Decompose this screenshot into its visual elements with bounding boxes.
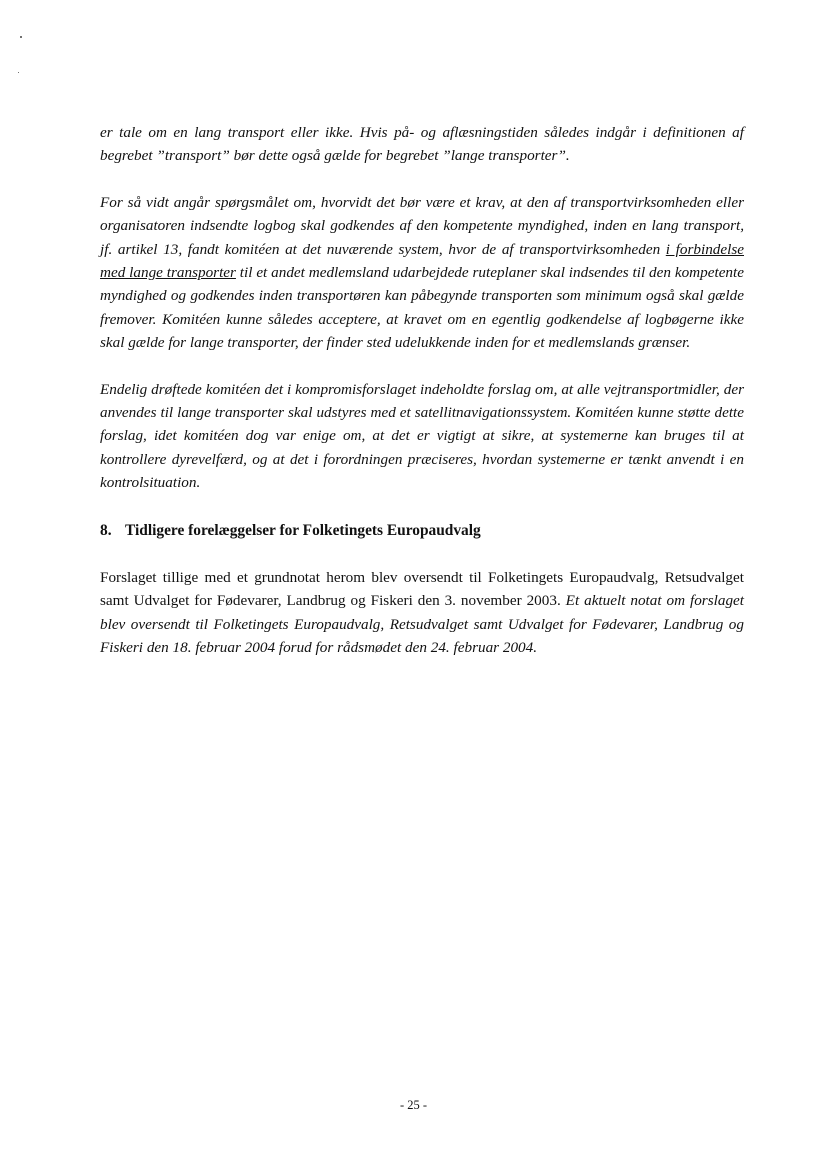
underlined-phrase: i forbindelse med lange transporter: [100, 240, 744, 282]
paragraph-transport-definition: er tale om en lang transport eller ikke. Hvis på- og aflæsningstiden således indgår i definitionen af begrebet ”transport” bør dette også gælde for begrebet ”lange transporter”.: [100, 124, 744, 165]
scan-speck: [18, 72, 19, 73]
section-number: 8.: [100, 521, 112, 539]
paragraph-text: For så vidt angår spørgsmålet om, hvorvidt det bør være et krav, at den af transportvirksomheden eller organisatoren indsendte logbog skal godkendes af den kompetente myndighed, inden en lang transport, jf. artikel 13, fandt komitéen at det nuværende system, hvor de af transportvirksomheden: [100, 193, 744, 258]
paragraph-text-italic: Et aktuelt notat om forslaget blev oversendt til Folketingets Europaudvalg, Retsudvalget samt Udvalget for Fødevarer, Landbrug og Fiskeri den 18. februar 2004 forud for rådsmødet den 24. februar 2004.: [100, 592, 744, 656]
page-number: - 25 -: [399, 1098, 428, 1112]
scan-speck: [20, 36, 22, 38]
paragraph-text: til et andet medlemsland udarbejdede ruteplaner skal indsendes til den kompetente myndighed og godkendes inden transportøren kan påbegynde transporten som minimum også skal gælde fremover. Komitéen kunne således acceptere, at kravet om en egentlig godkendelse af logbøgerne ikke skal gælde for lange transporter, der finder sted udelukkende inden for et medlemslands grænser.: [100, 264, 744, 352]
paragraph-text: Forslaget tillige med et grundnotat herom blev oversendt til Folketingets Europaudvalg, Retsudvalget samt Udvalget for Fødevarer, Landbrug og Fiskeri den 3. november 2003.: [100, 568, 744, 610]
paragraph-satellite-navigation: Endelig drøftede komitéen det i kompromisforslaget indeholdte forslag om, at alle vejtransportmidler, der anvendes til lange transporter skal udstyres med et satellitnavigationssystem. Komitéen kunne støtte dette forslag, idet komitéen dog var enige om, at det er vigtigt at sikre, at systemerne kan bruges til at kontrollere dyrevelfærd, og at det i forordningen præciseres, hvordan systemerne er tænkt anvendt i en kontrolsituation.: [100, 380, 744, 492]
document-body: [100, 121, 744, 659]
section-title: Tidligere forelæggelser for Folketingets Europaudvalg: [125, 521, 481, 539]
section-heading: [100, 519, 744, 542]
paragraph-logbook-approval: [100, 191, 744, 355]
paragraph-previous-submissions: [100, 566, 744, 660]
